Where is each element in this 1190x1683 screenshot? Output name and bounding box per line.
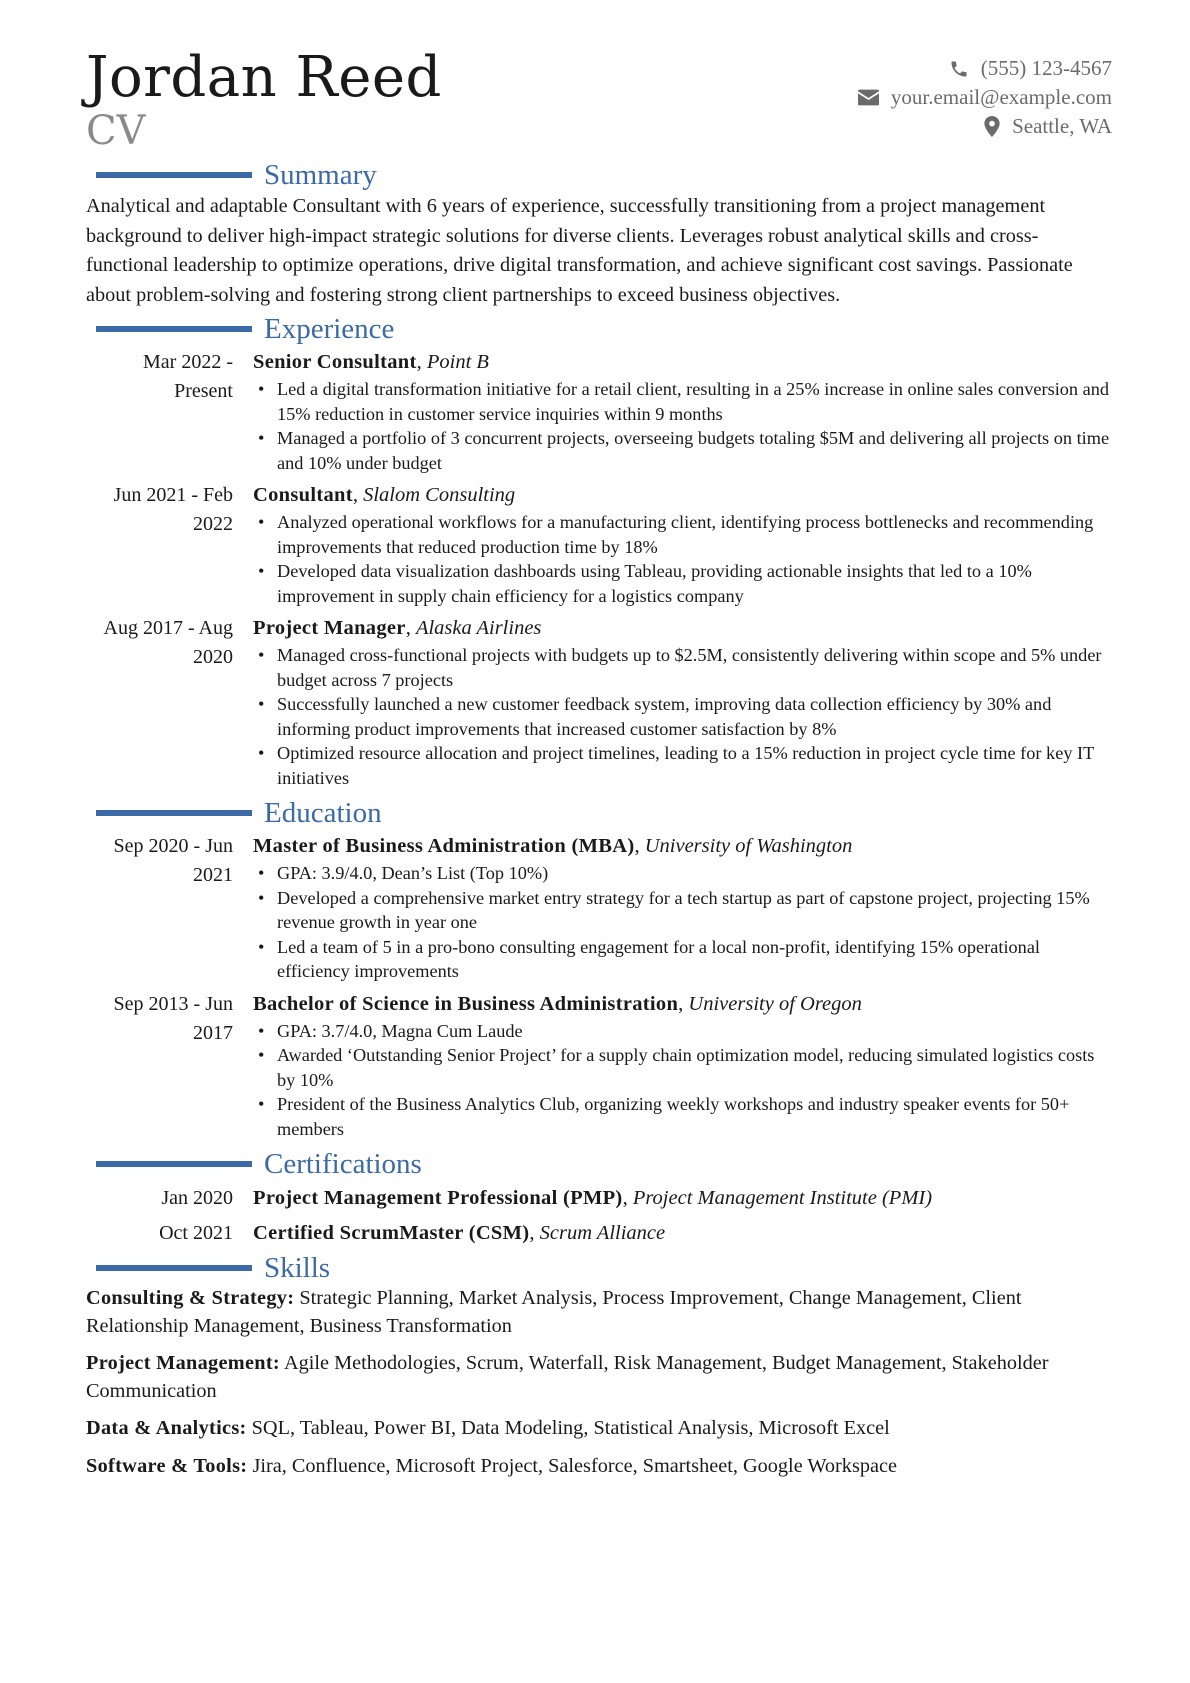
section-title: Summary [264, 159, 377, 191]
person-name: Jordan Reed [86, 45, 442, 110]
experience-list [86, 348, 1112, 790]
entry-body [253, 614, 1112, 790]
certifications-heading [96, 1147, 1112, 1181]
entry-bullets [253, 643, 1112, 790]
entry-body [253, 832, 1112, 984]
envelope-icon [858, 89, 879, 106]
certifications-list [86, 1181, 1112, 1251]
section-accent-bar [96, 1265, 252, 1271]
map-pin-icon [984, 116, 1000, 137]
entry-date: Mar 2022 - Present [143, 351, 233, 402]
skill-line [86, 1350, 1112, 1405]
entry-date: Aug 2017 - Aug 2020 [103, 617, 233, 668]
entry-bullets [253, 861, 1112, 984]
entry-organization: Point B [426, 351, 489, 373]
section-title: Education [264, 797, 382, 829]
entry-title: Senior Consultant, Point B [253, 351, 489, 373]
certification-issuer: Project Management Institute (PMI) [632, 1187, 933, 1209]
entry-organization: University of Oregon [688, 992, 862, 1015]
certification-date: Jan 2020 [161, 1187, 233, 1209]
entry-organization: Slalom Consulting [363, 484, 516, 506]
skill-category: Project Management: [86, 1352, 280, 1374]
entry-date: Jun 2021 - Feb 2022 [113, 484, 233, 535]
certification-row [86, 1216, 1112, 1251]
bullet-item: • Led a digital transformation initiative for a retail client, resulting in a 25% increase in online sales conversion and 15% reduction in customer service inquiries within 9 months [253, 377, 1112, 426]
certification-title: Certified ScrumMaster (CSM), Scrum Alliance [253, 1222, 666, 1244]
bullet-item: • Managed cross-functional projects with budgets up to $2.5M, consistently delivering within scope and 5% under budget across 7 projects [253, 643, 1112, 692]
skills-list [86, 1285, 1112, 1480]
entry-body [253, 990, 1112, 1142]
certification-name: Certified ScrumMaster (CSM) [253, 1222, 530, 1244]
certification-row [86, 1181, 1112, 1216]
skill-line [86, 1285, 1112, 1340]
bullet-item: • Managed a portfolio of 3 concurrent projects, overseeing budgets totaling $5M and delivering all projects on time and 10% under budget [253, 426, 1112, 475]
contact-location [858, 112, 1112, 141]
contact-phone[interactable] [858, 54, 1112, 83]
entry-role: Consultant [253, 484, 353, 506]
skill-values: Strategic Planning, Market Analysis, Process Improvement, Change Management, Client Relationship Management, Business Transformation [86, 1287, 1022, 1337]
timeline-entry [86, 614, 1112, 790]
timeline-entry [86, 348, 1112, 475]
entry-body [253, 481, 1112, 608]
certification-issuer: Scrum Alliance [539, 1222, 666, 1244]
entry-role: Senior Consultant [253, 351, 417, 373]
skill-category: Software & Tools: [86, 1454, 248, 1477]
cv-header [86, 45, 1112, 158]
entry-title: Master of Business Administration (MBA), University of Washington [253, 835, 853, 857]
bullet-item: • Successfully launched a new customer feedback system, improving data collection efficiency by 30% and informing product improvements that increased customer satisfaction by 8% [253, 692, 1112, 741]
section-accent-bar [96, 326, 252, 332]
summary-text: Analytical and adaptable Consultant with 6 years of experience, successfully transitioning from a project management background to deliver high-impact strategic solutions for diverse clients. Leverages robust analytical skills and cross-functional leadership to optimize operations, drive digital transformation, and achieve significant cost savings. Passionate about problem-solving and fostering strong client partnerships to exceed business objectives. [86, 195, 1073, 306]
timeline-entry [86, 832, 1112, 984]
section-title: Skills [264, 1252, 331, 1284]
bullet-item: • Led a team of 5 in a pro-bono consulting engagement for a local non-profit, identifying 15% operational efficiency improvements [253, 935, 1112, 984]
section-title: Experience [264, 313, 395, 345]
skill-line [86, 1415, 1112, 1443]
summary-heading [96, 158, 1112, 192]
section-accent-bar [96, 1161, 252, 1167]
skill-values: Jira, Confluence, Microsoft Project, Salesforce, Smartsheet, Google Workspace [252, 1454, 897, 1477]
entry-body [253, 348, 1112, 475]
bullet-item: • Optimized resource allocation and project timelines, leading to a 15% reduction in project cycle time for key IT initiatives [253, 741, 1112, 790]
section-accent-bar [96, 810, 252, 816]
skill-values: SQL, Tableau, Power BI, Data Modeling, Statistical Analysis, Microsoft Excel [251, 1417, 890, 1439]
entry-date: Sep 2013 - Jun 2017 [113, 992, 233, 1044]
entry-title: Consultant, Slalom Consulting [253, 484, 516, 506]
education-list [86, 832, 1112, 1141]
certification-name: Project Management Professional (PMP) [253, 1187, 623, 1209]
skill-line [86, 1453, 1112, 1481]
entry-role: Project Manager [253, 617, 406, 639]
entry-role: Bachelor of Science in Business Administration [253, 992, 679, 1015]
entry-role: Master of Business Administration (MBA) [253, 835, 635, 857]
phone-text: (555) 123-4567 [980, 56, 1112, 80]
certification-title: Project Management Professional (PMP), Project Management Institute (PMI) [253, 1187, 933, 1209]
bullet-item: • Analyzed operational workflows for a manufacturing client, identifying process bottlenecks and recommending improvements that reduced production time by 18% [253, 510, 1112, 559]
skill-category: Data & Analytics: [86, 1417, 247, 1439]
location-text: Seattle, WA [1012, 114, 1112, 138]
bullet-item: • President of the Business Analytics Club, organizing weekly workshops and industry speaker events for 50+ members [253, 1092, 1112, 1141]
bullet-item: • Developed data visualization dashboards using Tableau, providing actionable insights that led to a 10% improvement in supply chain efficiency for a logistics company [253, 559, 1112, 608]
document-subtitle: CV [86, 108, 146, 154]
contact-info [858, 54, 1112, 141]
contact-email[interactable] [858, 83, 1112, 112]
entry-organization: Alaska Airlines [415, 617, 542, 639]
entry-title: Bachelor of Science in Business Administration, University of Oregon [253, 992, 862, 1015]
bullet-item: • Awarded ‘Outstanding Senior Project’ for a supply chain optimization model, reducing simulated logistics costs by 10% [253, 1043, 1112, 1092]
certification-date: Oct 2021 [159, 1222, 233, 1244]
section-accent-bar [96, 172, 252, 178]
skills-heading [96, 1251, 1112, 1285]
entry-bullets [253, 510, 1112, 608]
timeline-entry [86, 481, 1112, 608]
timeline-entry [86, 990, 1112, 1142]
bullet-item: • GPA: 3.7/4.0, Magna Cum Laude [253, 1019, 1112, 1044]
entry-title: Project Manager, Alaska Airlines [253, 617, 542, 639]
section-title: Certifications [264, 1148, 422, 1180]
bullet-item: • Developed a comprehensive market entry strategy for a tech startup as part of capstone project, projecting 15% revenue growth in year one [253, 886, 1112, 935]
entry-bullets [253, 1019, 1112, 1142]
skill-category: Consulting & Strategy: [86, 1287, 295, 1309]
experience-heading [96, 312, 1112, 346]
email-text: your.email@example.com [890, 85, 1112, 109]
skill-values: Agile Methodologies, Scrum, Waterfall, Risk Management, Budget Management, Stakeholder Communication [86, 1352, 1049, 1402]
phone-icon [949, 59, 969, 79]
entry-bullets [253, 377, 1112, 475]
entry-date: Sep 2020 - Jun 2021 [113, 835, 233, 886]
bullet-item: • GPA: 3.9/4.0, Dean’s List (Top 10%) [253, 861, 1112, 886]
education-heading [96, 796, 1112, 830]
entry-organization: University of Washington [644, 835, 853, 857]
